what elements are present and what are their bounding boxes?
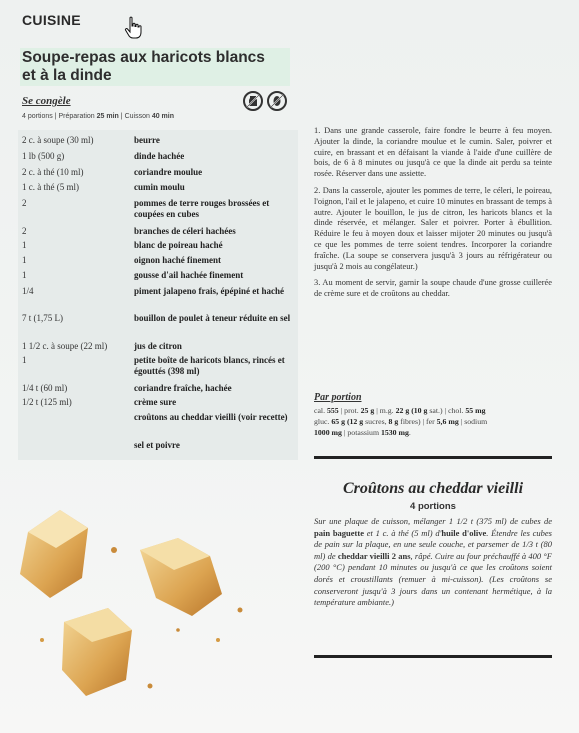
ingredient-name: coriandre moulue	[134, 167, 203, 177]
ingredient-name: pommes de terre rouges brossées et coupées en cubes	[134, 198, 270, 219]
ingredient-qty: 2 c. à thé (10 ml)	[22, 167, 84, 177]
nutrition-value: 25 g	[360, 406, 375, 415]
croutons-text: , râpé. Cuire au four préchauffé à 400 °F (200 °C) pendant 10 minutes ou jusqu'à ce que les croûtons soient dorés et croustillants (remuer à mi-cuisson). (Les croûtons se conserveront jusqu'à 3 jours dans un contenant hermétique, à la température ambiante.)	[314, 550, 552, 608]
portions: 4 portions	[22, 113, 53, 120]
ingredient-name: gousse d'ail hachée finement	[134, 270, 244, 280]
crouton-1	[20, 510, 88, 598]
ingredient-qty: 2	[22, 198, 27, 208]
step-1: 1. Dans une grande casserole, faire fondre le beurre à feu moyen. Ajouter la dinde, la coriandre moulue et le cumin. Saler, poivrer et cuire, en brassant et en défaisant la viande à l'aide d'une cuillère de bois, de 6 à 8 minutes ou jusqu'à ce que la dinde ait perdu sa teinte rosée. Réserver dans une assiette.	[314, 126, 552, 179]
ingredient-qty: 1/4 t (60 ml)	[22, 383, 68, 393]
croutons-photo	[10, 490, 300, 720]
cook-label: Cuisson	[124, 113, 150, 120]
nutrition-value: 1000 mg	[314, 428, 342, 437]
ingredient-name: blanc de poireau haché	[134, 240, 223, 250]
nutrition-text: | chol.	[444, 406, 464, 415]
ingredient-qty: 1/4	[22, 286, 34, 296]
ingredient-name: dinde hachée	[134, 151, 185, 161]
recipe-title	[22, 49, 292, 85]
nutrition-value: 22 g	[395, 406, 410, 415]
ingredient-qty: 1/2 t (125 ml)	[22, 397, 72, 407]
nutrition-value: (10 g	[411, 406, 428, 415]
nutrition-value: 55 mg	[465, 406, 486, 415]
nutrition-text: | m.g.	[376, 406, 394, 415]
recipe-title-line-2: et à la dinde	[22, 67, 112, 84]
ingredient-name: piment jalapeno frais, épépiné et haché	[134, 286, 284, 296]
nutrition-text: sat.)	[429, 406, 443, 415]
recipe-steps	[314, 126, 552, 306]
ingredient-name: bouillon de poulet à teneur réduite en sel	[134, 313, 291, 323]
croutons-text: et 1 c. à thé (5 ml) d'	[363, 527, 442, 538]
ingredient-name: cumin moulu	[134, 182, 185, 192]
ingredient-name: branches de céleri hachées	[134, 226, 236, 236]
step-2: 2. Dans la casserole, ajouter les pommes de terre, le céleri, le poireau, l'oignon, l'ail et le jalapeno, et cuire 10 minutes en brassant de temps à autre. Ajouter le bouillon, le jus de citron, les haricots blancs et la dinde réservée, et mélanger. Saler et poivrer. Porter à ébullition. Réduire le feu à moyen doux et laisser mijoter 20 minutes ou jusqu'à ce que les pommes de terre soient tendres. Incorporer la coriandre fraîche. (La soupe se conservera jusqu'à 3 jours au réfrigérateur ou jusqu'à 2 mois au congélateur.)	[314, 185, 552, 271]
prep-label: Préparation	[58, 113, 95, 120]
ingredient-name: coriandre fraîche, hachée	[134, 383, 232, 393]
ingredient-name: oignon haché finement	[134, 255, 222, 265]
step-3: 3. Au moment de servir, garnir la soupe chaude d'une grosse cuillerée de crème sure et de croûtons au cheddar.	[314, 278, 552, 299]
nutrition-value: 5,6 mg	[436, 417, 459, 426]
section-label: CUISINE	[22, 12, 81, 28]
diet-badges	[243, 91, 287, 111]
nutrition-text: fibres) | fer	[400, 417, 435, 426]
crouton-2	[140, 538, 222, 616]
nutrition-line-1	[314, 405, 552, 416]
nutrition-value: 1530 mg	[380, 428, 409, 437]
croutons-text: . Étendre les cubes de pain sur la plaque, en une seule couche, et parsemer de 1/3 t (80 ml) de	[314, 527, 552, 561]
nutrition-line-3	[314, 427, 552, 438]
croutons-yield: 4 portions	[410, 501, 456, 512]
no-nuts-icon	[267, 91, 287, 111]
nutrition-text: gluc.	[314, 417, 330, 426]
croutons-ingredient: cheddar vieilli 2 ans	[337, 550, 411, 561]
nutrition-text: sucres,	[365, 417, 387, 426]
croutons-text: Sur une plaque de cuisson, mélanger 1 1/2 t (375 ml) de cubes de	[314, 516, 552, 526]
croutons-title: Croûtons au cheddar vieilli	[342, 480, 524, 497]
nutrition-text: | potassium	[343, 428, 380, 437]
nutrition-text: .	[408, 428, 411, 437]
croutons-instructions	[314, 516, 552, 609]
per-portion-label: Par portion	[314, 392, 362, 403]
recipe-title-line-1: Soupe-repas aux haricots blancs	[22, 49, 265, 66]
divider	[314, 655, 552, 658]
ingredient-qty: 1	[22, 270, 27, 280]
ingredient-qty: 1 c. à thé (5 ml)	[22, 182, 79, 192]
separator: |	[120, 113, 123, 120]
ingredient-qty: 1	[22, 255, 27, 265]
nutrition-text: | prot.	[340, 406, 359, 415]
nutrition-value: (12 g	[346, 417, 364, 426]
nutrition-value: 65 g	[331, 417, 345, 426]
nutrition-text: | sodium	[460, 417, 488, 426]
recipe-meta	[22, 113, 174, 120]
ingredient-name: petite boîte de haricots blancs, rincés et égouttés (398 ml)	[134, 355, 285, 376]
nutrition-text: cal.	[314, 406, 326, 415]
ingredient-name: beurre	[134, 135, 160, 145]
ingredient-qty: 2	[22, 226, 27, 236]
ingredient-qty: 1	[22, 240, 27, 250]
nutrition-line-2	[314, 416, 552, 427]
crouton-3	[62, 608, 132, 696]
no-dairy-icon	[243, 91, 263, 111]
ingredient-name: sel et poivre	[134, 440, 180, 450]
nutrition-facts	[314, 405, 552, 438]
croutons-ingredient: pain baguette	[314, 527, 364, 538]
ingredient-name: crème sure	[134, 397, 177, 407]
prep-value: 25 min	[96, 113, 119, 120]
croutons-ingredient: huile d'olive	[441, 527, 487, 538]
hand-pointer-icon	[124, 16, 142, 40]
freezes-note: Se congèle	[22, 95, 71, 107]
separator: |	[54, 113, 57, 120]
ingredient-qty: 1 lb (500 g)	[22, 151, 65, 161]
ingredient-qty: 2 c. à soupe (30 ml)	[22, 135, 94, 145]
ingredient-name: croûtons au cheddar vieilli (voir recette)	[134, 412, 288, 422]
ingredient-name: jus de citron	[134, 341, 182, 351]
nutrition-value: 8 g	[388, 417, 399, 426]
cook-value: 40 min	[151, 113, 174, 120]
divider	[314, 456, 552, 459]
nutrition-value: 555	[327, 406, 339, 415]
ingredient-qty: 1 1/2 c. à soupe (22 ml)	[22, 341, 108, 351]
ingredient-qty: 7 t (1,75 L)	[22, 313, 63, 323]
ingredient-qty: 1	[22, 355, 27, 365]
